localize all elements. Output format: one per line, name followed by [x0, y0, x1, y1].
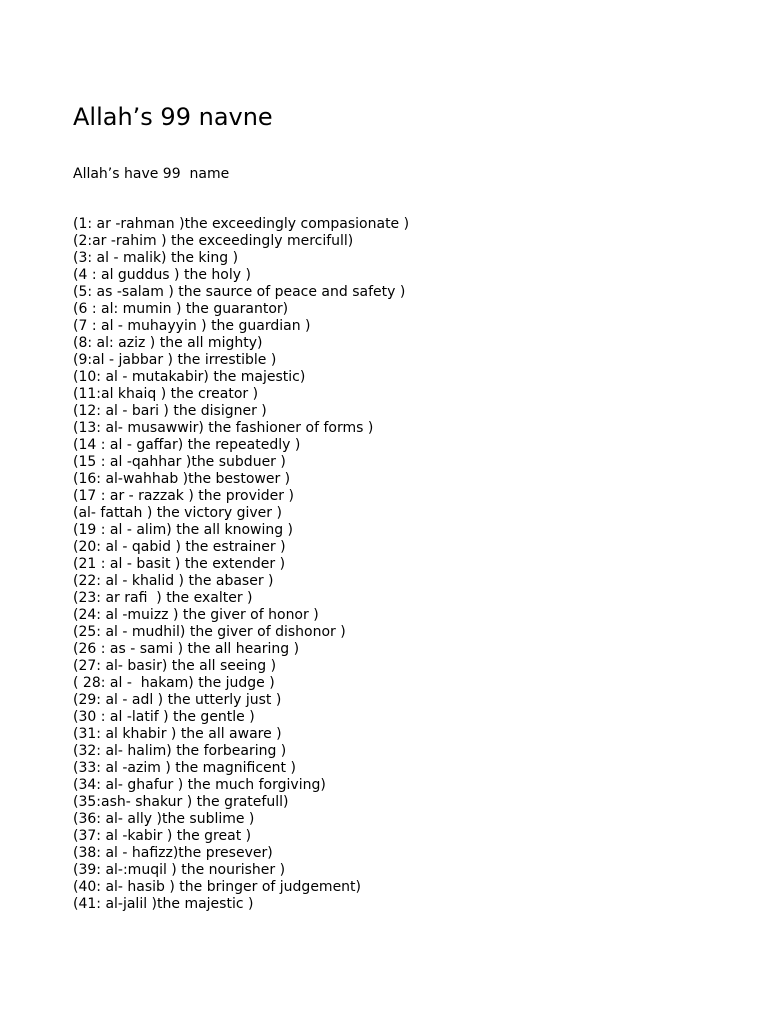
document-subtitle: Allah’s have 99 name	[73, 166, 230, 182]
name-entry: (14 : al - gaffar) the repeatedly )	[73, 437, 301, 453]
name-entry: (41: al-jalil )the majestic )	[73, 896, 254, 912]
name-entry: (40: al- hasib ) the bringer of judgement)	[73, 879, 362, 895]
name-entry: (21 : al - basit ) the extender )	[73, 556, 286, 572]
name-entry: (9:al - jabbar ) the irrestible )	[73, 352, 277, 368]
name-entry: (24: al -muizz ) the giver of honor )	[73, 607, 319, 623]
name-entry: (23: ar rafi ) the exalter )	[73, 590, 253, 606]
name-entry: (37: al -kabir ) the great )	[73, 828, 252, 844]
name-entry: (16: al-wahhab )the bestower )	[73, 471, 291, 487]
name-entry: (20: al - qabid ) the estrainer )	[73, 539, 286, 555]
name-entry: (15 : al -qahhar )the subduer )	[73, 454, 286, 470]
name-entry: (17 : ar - razzak ) the provider )	[73, 488, 294, 504]
names-list	[73, 216, 409, 913]
name-entry: (1: ar -rahman )the exceedingly compasionate )	[73, 216, 410, 232]
name-entry: (22: al - khalid ) the abaser )	[73, 573, 274, 589]
name-entry: (34: al- ghafur ) the much forgiving)	[73, 777, 326, 793]
name-entry: (36: al- ally )the sublime )	[73, 811, 255, 827]
document-title: Allah’s 99 navne	[73, 103, 273, 131]
name-entry: ( 28: al - hakam) the judge )	[73, 675, 275, 691]
name-entry: (31: al khabir ) the all aware )	[73, 726, 282, 742]
name-entry: (33: al -azim ) the magnificent )	[73, 760, 296, 776]
name-entry: (13: al- musawwir) the fashioner of forms )	[73, 420, 374, 436]
name-entry: (11:al khaiq ) the creator )	[73, 386, 259, 402]
name-entry: (12: al - bari ) the disigner )	[73, 403, 267, 419]
name-entry: (35:ash- shakur ) the gratefull)	[73, 794, 289, 810]
name-entry: (2:ar -rahim ) the exceedingly mercifull)	[73, 233, 354, 249]
name-entry: (27: al- basir) the all seeing )	[73, 658, 277, 674]
name-entry: (26 : as - sami ) the all hearing )	[73, 641, 300, 657]
name-entry: (7 : al - muhayyin ) the guardian )	[73, 318, 311, 334]
name-entry: (30 : al -latif ) the gentle )	[73, 709, 255, 725]
name-entry: (25: al - mudhil) the giver of dishonor )	[73, 624, 346, 640]
name-entry: (10: al - mutakabir) the majestic)	[73, 369, 306, 385]
name-entry: (al- fattah ) the victory giver )	[73, 505, 282, 521]
name-entry: (32: al- halim) the forbearing )	[73, 743, 287, 759]
name-entry: (4 : al guddus ) the holy )	[73, 267, 251, 283]
name-entry: (8: al: aziz ) the all mighty)	[73, 335, 263, 351]
name-entry: (6 : al: mumin ) the guarantor)	[73, 301, 289, 317]
name-entry: (29: al - adl ) the utterly just )	[73, 692, 282, 708]
name-entry: (5: as -salam ) the saurce of peace and safety )	[73, 284, 406, 300]
name-entry: (3: al - malik) the king )	[73, 250, 239, 266]
name-entry: (19 : al - alim) the all knowing )	[73, 522, 294, 538]
name-entry: (38: al - hafizz)the presever)	[73, 845, 273, 861]
name-entry: (39: al-:muqil ) the nourisher )	[73, 862, 286, 878]
